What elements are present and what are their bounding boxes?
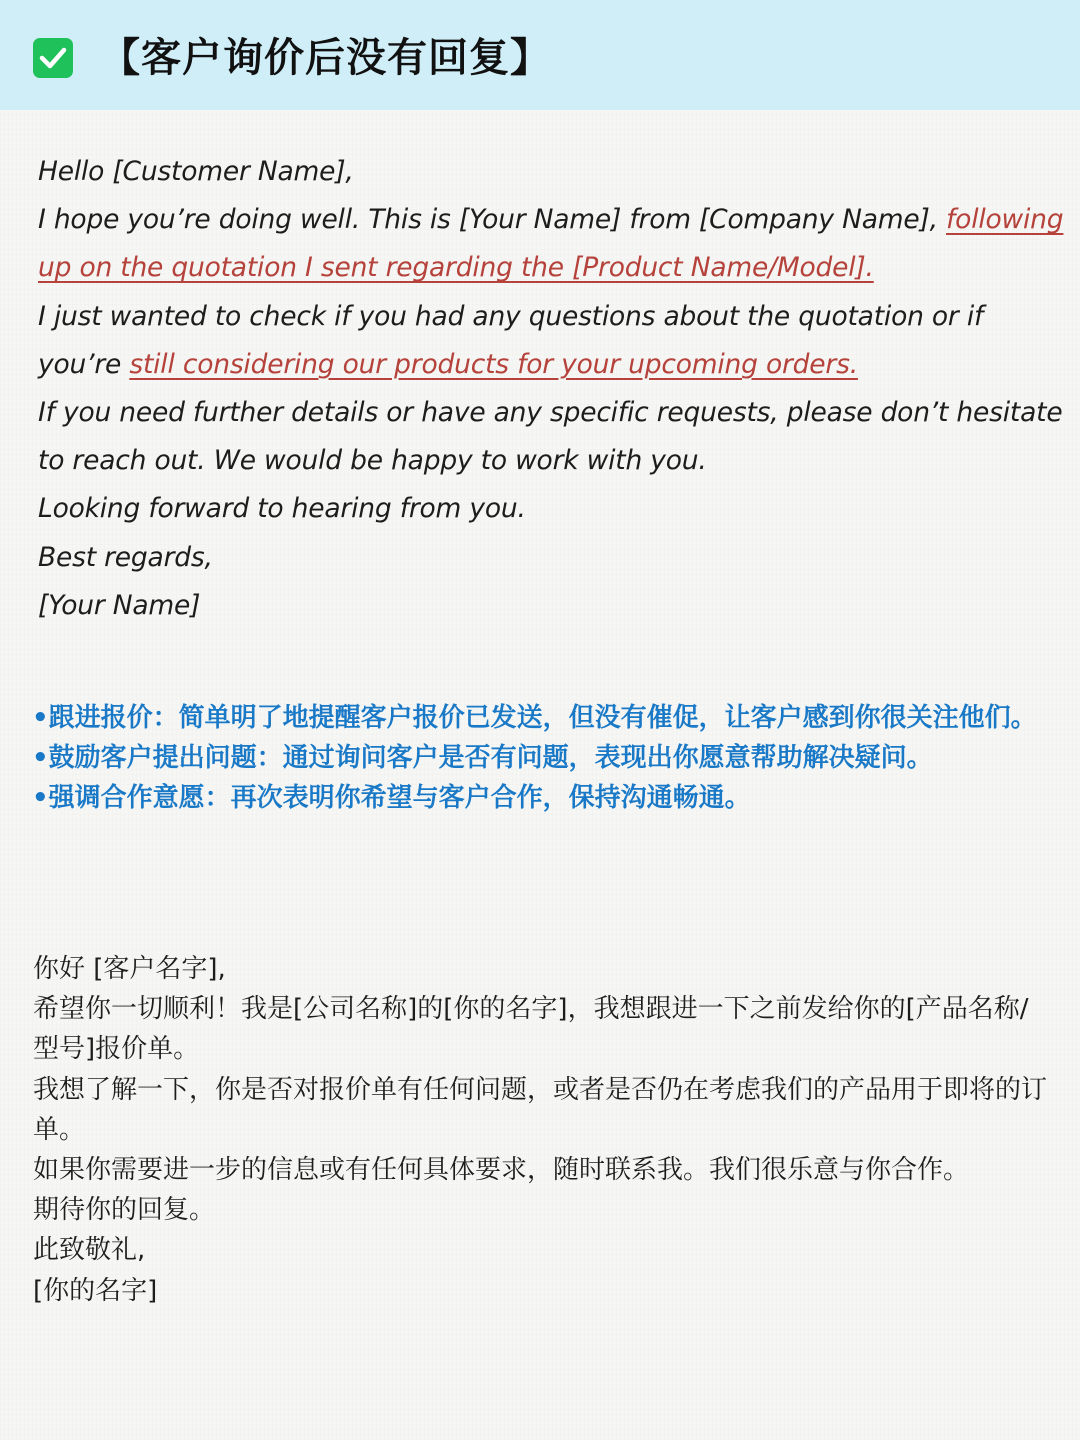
chinese-paragraph-3: 如果你需要进一步的信息或有任何具体要求，随时联系我。我们很乐意与你合作。 xyxy=(33,1155,970,1186)
english-paragraph-4: Looking forward to hearing from you. xyxy=(38,493,526,525)
tip-item: •强调合作意愿：再次表明你希望与客户合作，保持沟通畅通。 xyxy=(32,783,751,813)
chinese-closing: 此致敬礼, xyxy=(33,1235,146,1266)
tip-item: •鼓励客户提出问题：通过询问客户是否有问题，表现出你愿意帮助解决疑问。 xyxy=(32,743,933,773)
chinese-email xyxy=(33,949,1053,1311)
header-banner xyxy=(0,0,1080,110)
english-p2-text: I just wanted to check if you had any questions about the quotation or if you’re xyxy=(38,300,984,380)
english-closing: Best regards, xyxy=(38,541,213,573)
english-signature: [Your Name] xyxy=(38,589,201,621)
english-email xyxy=(38,148,1068,630)
english-greeting: Hello [Customer Name], xyxy=(38,156,354,187)
chinese-paragraph-1: 希望你一切顺利！我是[公司名称]的[你的名字]，我想跟进一下之前发给你的[产品名称/型号]报价单。 xyxy=(33,994,1029,1065)
english-p1-text: I hope you’re doing well. This is [Your Name] from [Company Name], xyxy=(38,204,947,236)
chinese-signature: [你的名字] xyxy=(33,1275,158,1306)
tip-item: •跟进报价：简单明了地提醒客户报价已发送，但没有催促，让客户感到你很关注他们。 xyxy=(32,703,1037,733)
page-title: 【客户询价后没有回复】 xyxy=(100,35,551,81)
tips-list xyxy=(32,698,1052,818)
english-p1-highlight: following up on the quotation I sent regarding the [Product Name/Model]. xyxy=(38,204,1064,284)
english-paragraph-3: If you need further details or have any specific requests, please don’t hesitate to reach out. We would be happy to work with you. xyxy=(38,397,1063,477)
chinese-greeting: 你好 [客户名字], xyxy=(33,954,226,984)
english-paragraph-1 xyxy=(38,196,1068,292)
english-paragraph-2 xyxy=(38,293,1068,389)
english-p2-highlight: still considering our products for your upcoming orders. xyxy=(129,348,858,380)
checkbox-checked-icon xyxy=(33,38,73,78)
chinese-paragraph-2: 我想了解一下，你是否对报价单有任何问题，或者是否仍在考虑我们的产品用于即将的订单。 xyxy=(33,1074,1048,1145)
chinese-paragraph-4: 期待你的回复。 xyxy=(33,1195,216,1226)
